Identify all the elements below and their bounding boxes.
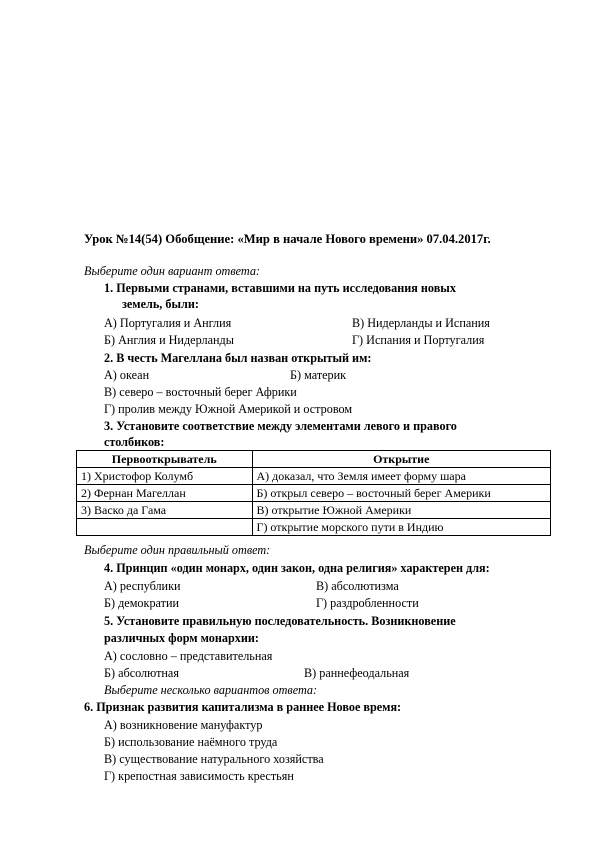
table-cell: 3) Васко да Гама: [77, 502, 253, 519]
q1-option-b: Б) Англия и Нидерланды: [104, 333, 234, 347]
question-6: 6. Признак развития капитализма в раннее Новое время:: [84, 700, 402, 714]
table-row: [77, 485, 551, 502]
table-cell: А) доказал, что Земля имеет форму шара: [252, 468, 551, 485]
table-cell: [77, 519, 253, 536]
q1-option-v: В) Нидерланды и Испания: [352, 316, 490, 330]
question-1-line-2: земель, были:: [122, 297, 199, 311]
question-5-line-2: различных форм монархии:: [104, 631, 259, 645]
table-cell: 2) Фернан Магеллан: [77, 485, 253, 502]
q6-option-v: В) существование натурального хозяйства: [104, 752, 324, 766]
q4-option-b: Б) демократии: [104, 596, 179, 610]
q2-option-a: А) океан: [104, 368, 150, 382]
instruction-single-answer: Выберите один вариант ответа:: [84, 264, 260, 278]
question-2: 2. В честь Магеллана был назван открытый им:: [104, 351, 372, 365]
table-row: [77, 502, 551, 519]
table-cell: 1) Христофор Колумб: [77, 468, 253, 485]
q6-option-g: Г) крепостная зависимость крестьян: [104, 769, 294, 783]
column-header: Первооткрыватель: [77, 451, 253, 468]
q4-option-a: А) республики: [104, 579, 181, 593]
q5-option-v: В) раннефеодальная: [304, 666, 410, 680]
q6-option-a: А) возникновение мануфактур: [104, 718, 263, 732]
q5-option-a: А) сословно – представительная: [104, 649, 273, 663]
table-row: [77, 519, 551, 536]
table-cell: Б) открыл северо – восточный берег Америки: [252, 485, 551, 502]
table-header-row: [77, 451, 551, 468]
page-title: Урок №14(54) Обобщение: «Мир в начале Нового времени» 07.04.2017г.: [84, 232, 491, 246]
question-3-line-2: столбиков:: [104, 435, 165, 449]
table-cell: Г) открытие морского пути в Индию: [252, 519, 551, 536]
question-3-line-1: 3. Установите соответствие между элементами левого и правого: [104, 419, 457, 433]
q4-option-g: Г) раздробленности: [316, 596, 419, 610]
question-1-line-1: 1. Первыми странами, вставшими на путь исследования новых: [104, 281, 456, 295]
q2-option-b: Б) материк: [290, 368, 347, 382]
question-4: 4. Принцип «один монарх, один закон, одна религия» характерен для:: [104, 561, 490, 575]
instruction-one-correct: Выберите один правильный ответ:: [84, 543, 271, 557]
question-5-line-1: 5. Установите правильную последовательность. Возникновение: [104, 614, 456, 628]
q1-option-g: Г) Испания и Португалия: [352, 333, 485, 347]
matching-table: [76, 450, 551, 536]
q4-option-v: В) абсолютизма: [316, 579, 399, 593]
table-row: [77, 468, 551, 485]
q2-option-v: В) северо – восточный берег Африки: [104, 385, 297, 399]
q1-option-a: А) Португалия и Англия: [104, 316, 232, 330]
table-cell: В) открытие Южной Америки: [252, 502, 551, 519]
q2-option-g: Г) пролив между Южной Америкой и островом: [104, 402, 353, 416]
q6-option-b: Б) использование наёмного труда: [104, 735, 278, 749]
instruction-multiple: Выберите несколько вариантов ответа:: [104, 683, 318, 697]
column-header: Открытие: [252, 451, 551, 468]
q5-option-b: Б) абсолютная: [104, 666, 179, 680]
